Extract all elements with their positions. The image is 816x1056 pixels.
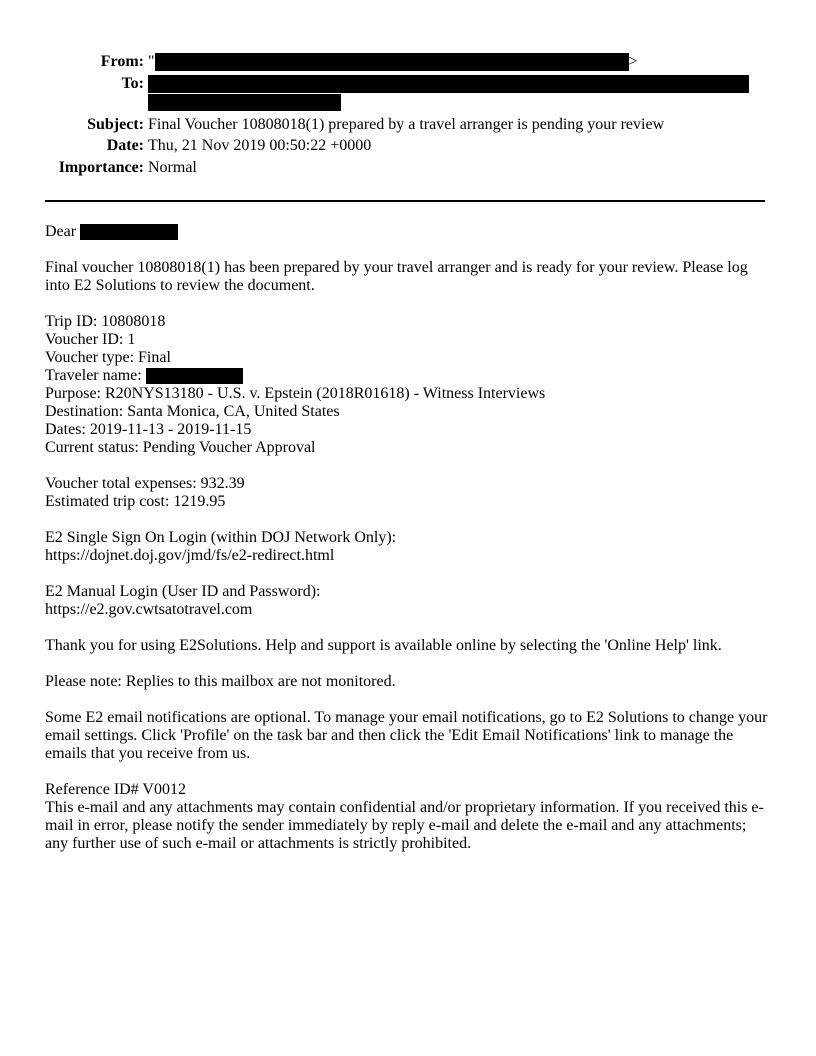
voucher-id: Voucher ID: 1 — [45, 331, 136, 348]
thanks-paragraph: Thank you for using E2Solutions. Help and support is available online by selecting the 'Online Help' link. — [45, 637, 722, 654]
subject-row — [0, 114, 816, 136]
subject-label: Subject: — [87, 116, 144, 133]
redaction-block — [146, 368, 243, 384]
to-value — [148, 73, 749, 95]
totals — [45, 475, 769, 511]
from-quote: " — [148, 53, 155, 70]
intro-paragraph: Final voucher 10808018(1) has been prepared by your travel arranger and is ready for your review. Please log into E2 Solutions to review the document. — [45, 259, 748, 294]
dates: Dates: 2019-11-13 - 2019-11-15 — [45, 421, 252, 438]
importance-label: Importance: — [58, 159, 144, 176]
sso-link[interactable]: https://dojnet.doj.gov/jmd/fs/e2-redirect.html — [45, 547, 335, 564]
manual-label: E2 Manual Login (User ID and Password): — [45, 583, 321, 600]
importance-value: Normal — [148, 159, 197, 176]
from-label: From: — [100, 53, 144, 70]
current-status: Current status: Pending Voucher Approval — [45, 439, 316, 456]
footer — [45, 781, 769, 853]
from-row — [0, 51, 816, 73]
date-label: Date: — [106, 137, 144, 154]
voucher-total: Voucher total expenses: 932.39 — [45, 475, 245, 492]
importance-row — [0, 157, 816, 179]
notifications-paragraph: Some E2 email notifications are optional. To manage your email notifications, go to E2 Solutions to change your email settings. Click 'Profile' on the task bar and then click the 'Edit Email Notifications' link to manage the emails that you receive from us. — [45, 709, 768, 762]
redaction-block — [80, 224, 178, 240]
sso-login — [45, 529, 769, 565]
destination: Destination: Santa Monica, CA, United States — [45, 403, 340, 420]
redaction-block — [148, 75, 749, 93]
greeting — [45, 223, 769, 241]
date-value: Thu, 21 Nov 2019 00:50:22 +0000 — [148, 137, 372, 154]
subject-value: Final Voucher 10808018(1) prepared by a travel arranger is pending your review — [148, 116, 665, 133]
traveler-name — [45, 367, 769, 385]
traveler-name-label: Traveler name: — [45, 367, 142, 384]
from-value — [148, 51, 638, 73]
reference-id: Reference ID# V0012 — [45, 781, 186, 798]
redaction-block — [148, 94, 341, 111]
to-row — [0, 73, 816, 95]
note-paragraph: Please note: Replies to this mailbox are not monitored. — [45, 673, 396, 690]
manual-link[interactable]: https://e2.gov.cwtsatotravel.com — [45, 601, 253, 618]
from-angle: > — [628, 53, 638, 70]
greeting-text: Dear — [45, 223, 77, 240]
disclaimer: This e-mail and any attachments may contain confidential and/or proprietary information. If you received this e-mail in error, please notify the sender immediately by reply e-mail and delete the e-mail and any attachments; any further use of such e-mail or attachments is strictly prohibited. — [45, 799, 764, 852]
manual-login — [45, 583, 769, 619]
email-body — [45, 223, 769, 871]
sso-label: E2 Single Sign On Login (within DOJ Network Only): — [45, 529, 397, 546]
purpose: Purpose: R20NYS13180 - U.S. v. Epstein (2018R01618) - Witness Interviews — [45, 385, 546, 402]
to-label: To: — [121, 75, 144, 92]
date-row — [0, 135, 816, 157]
header-divider — [45, 200, 765, 202]
voucher-type: Voucher type: Final — [45, 349, 171, 366]
trip-id: Trip ID: 10808018 — [45, 313, 166, 330]
redaction-block — [155, 53, 629, 71]
trip-details — [45, 313, 769, 457]
estimated-cost: Estimated trip cost: 1219.95 — [45, 493, 226, 510]
